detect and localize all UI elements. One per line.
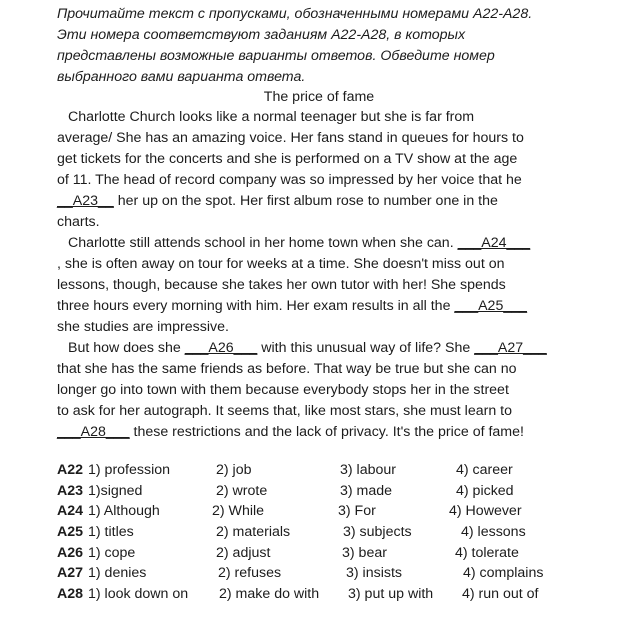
answer-row-a25 bbox=[57, 524, 617, 545]
answer-option[interactable]: 2) job bbox=[216, 462, 252, 478]
passage-line: get tickets for the concerts and she is performed on a TV show at the age bbox=[57, 151, 518, 167]
passage-text: these restrictions and the lack of privacy. It's the price of fame! bbox=[129, 424, 524, 440]
instruction-line: представлены возможные варианты ответов. Обведите номер bbox=[57, 48, 495, 64]
passage-line bbox=[57, 233, 597, 254]
question-code: A22 bbox=[57, 462, 84, 478]
question-code: A28 bbox=[57, 586, 84, 603]
passage-line: of 11. The head of record company was so impressed by her voice that he bbox=[57, 172, 522, 188]
answer-option[interactable]: 2) materials bbox=[216, 524, 291, 541]
answer-option[interactable]: 3) put up with bbox=[348, 586, 434, 603]
instruction-line: выбранного вами варианта ответа. bbox=[57, 69, 306, 85]
answer-options bbox=[57, 462, 617, 607]
gap-a25: ___A25___ bbox=[454, 298, 528, 314]
passage-text: But how does she bbox=[68, 340, 185, 356]
passage-line bbox=[57, 296, 597, 317]
answer-option[interactable]: 3) insists bbox=[346, 565, 402, 582]
passage-line: , she is often away on tour for weeks at a time. She doesn't miss out on bbox=[57, 256, 505, 272]
passage-text: with this unusual way of life? She bbox=[257, 340, 475, 356]
passage-text: three hours every morning with him. Her exam results in all the bbox=[57, 298, 455, 314]
answer-option[interactable]: 4) career bbox=[456, 462, 513, 478]
passage-line: longer go into town with them because everybody stops her in the street bbox=[57, 382, 509, 398]
answer-option[interactable]: 3) subjects bbox=[343, 524, 412, 541]
question-code: A26 bbox=[57, 544, 84, 561]
answer-option[interactable]: 2) While bbox=[212, 503, 265, 520]
answer-row-a27 bbox=[57, 565, 617, 586]
answer-option[interactable]: 4) tolerate bbox=[455, 544, 519, 561]
passage-line: charts. bbox=[57, 214, 100, 230]
passage-line: Charlotte Church looks like a normal teenager but she is far from bbox=[68, 109, 475, 125]
question-code: A25 bbox=[57, 524, 84, 541]
answer-option[interactable]: 2) refuses bbox=[218, 565, 282, 582]
answer-row-a24 bbox=[57, 503, 617, 524]
instructions bbox=[57, 4, 597, 88]
answer-option[interactable]: 4) lessons bbox=[461, 524, 526, 541]
answer-option[interactable]: 1) titles bbox=[88, 524, 134, 541]
passage-line: that she has the same friends as before. That way be true but she can no bbox=[57, 361, 517, 377]
passage-text: Charlotte still attends school in her home town when she can. bbox=[68, 235, 458, 251]
answer-option[interactable]: 2) make do with bbox=[219, 586, 320, 603]
gap-a26: ___A26___ bbox=[184, 340, 258, 356]
answer-option[interactable]: 1) profession bbox=[88, 462, 171, 478]
answer-option[interactable]: 3) made bbox=[340, 482, 393, 499]
answer-option[interactable]: 2) adjust bbox=[216, 544, 271, 561]
answer-row-a28 bbox=[57, 586, 617, 607]
question-code: A27 bbox=[57, 565, 84, 582]
answer-option[interactable]: 1) cope bbox=[88, 544, 136, 561]
gap-a23: __A23__ bbox=[57, 193, 114, 209]
passage-line: to ask for her autograph. It seems that, like most stars, she must learn to bbox=[57, 403, 512, 419]
passage-line: lessons, though, because she takes her own tutor with her! She spends bbox=[57, 277, 506, 293]
question-code: A24 bbox=[57, 503, 84, 520]
answer-option[interactable]: 4) complains bbox=[463, 565, 544, 582]
answer-row-a26 bbox=[57, 545, 617, 566]
answer-option[interactable]: 1) denies bbox=[88, 565, 147, 582]
answer-option[interactable]: 1) look down on bbox=[88, 586, 189, 603]
answer-option[interactable]: 1) Although bbox=[88, 503, 160, 520]
instruction-line: Прочитайте текст с пропусками, обозначенными номерами А22-А28. bbox=[57, 6, 533, 22]
passage-line bbox=[57, 422, 597, 443]
answer-option[interactable]: 4) picked bbox=[456, 482, 514, 499]
passage-text: her up on the spot. Her first album rose to number one in the bbox=[113, 193, 498, 209]
answer-option[interactable]: 1)signed bbox=[88, 482, 143, 499]
question-code: A23 bbox=[57, 482, 84, 499]
answer-option[interactable]: 3) bear bbox=[342, 544, 387, 561]
passage-line bbox=[57, 191, 597, 212]
text-title: The price of fame bbox=[263, 89, 375, 105]
answer-option[interactable]: 2) wrote bbox=[216, 482, 268, 499]
passage-line bbox=[57, 338, 597, 359]
answer-option[interactable]: 4) run out of bbox=[462, 586, 539, 603]
answer-option[interactable]: 3) For bbox=[338, 503, 376, 520]
passage-line: she studies are impressive. bbox=[57, 319, 229, 335]
passage-line: average/ She has an amazing voice. Her fans stand in queues for hours to bbox=[57, 130, 524, 146]
passage bbox=[57, 107, 597, 443]
gap-a27: ___A27___ bbox=[474, 340, 547, 356]
answer-row-a23 bbox=[57, 483, 617, 504]
instruction-line: Эти номера соответствуют заданиям А22-А28, в которых bbox=[57, 27, 466, 43]
answer-row-a22 bbox=[57, 462, 617, 483]
gap-a24: ___A24___ bbox=[457, 235, 531, 251]
gap-a28: ___A28___ bbox=[57, 424, 130, 440]
answer-option[interactable]: 4) However bbox=[449, 503, 522, 520]
answer-option[interactable]: 3) labour bbox=[340, 462, 396, 478]
